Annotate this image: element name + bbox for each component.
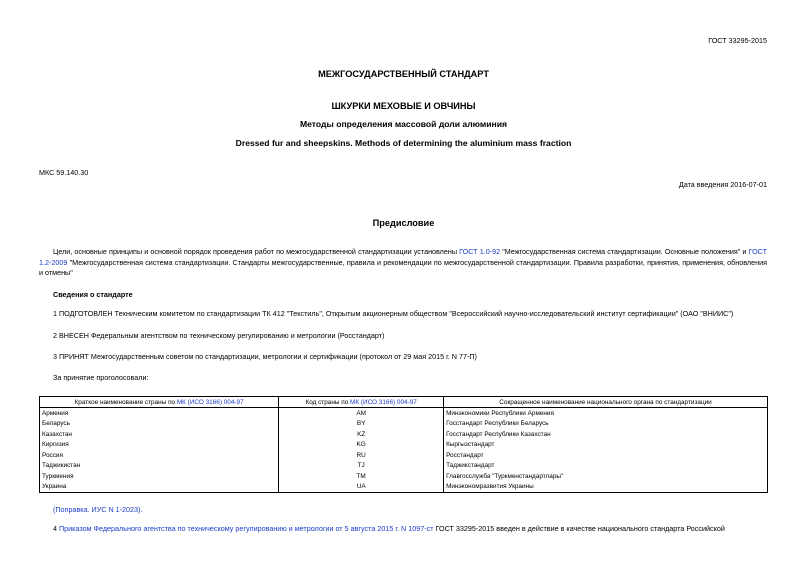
document-code: ГОСТ 33295-2015 xyxy=(708,36,767,45)
gost-1-0-92-link[interactable]: ГОСТ 1.0-92 xyxy=(459,247,501,256)
body-cell: Госстандарт Республики Беларусь xyxy=(444,419,768,430)
preface-text-2: "Межгосударственная система стандартизации. Основные положения" и xyxy=(500,247,749,256)
country-cell: Беларусь xyxy=(40,419,279,430)
mk-iso-3166-link[interactable]: МК (ИСО 3166) 004-97 xyxy=(350,398,417,406)
body-cell: Минэкономики Республики Армения xyxy=(444,408,768,419)
body-cell: Главгосслужба "Туркменстандартлары" xyxy=(444,471,768,482)
amendment-link[interactable]: (Поправка. ИУС N 1-2023). xyxy=(53,505,143,514)
body-cell: Кыргызстандарт xyxy=(444,440,768,451)
code-cell: TM xyxy=(279,471,444,482)
header-country-code: Код страны по МК (ИСО 3166) 004-97 xyxy=(279,397,444,408)
item-1-prepared: 1 ПОДГОТОВЛЕН Техническим комитетом по стандартизации ТК 412 "Текстиль", Открытым акционерным обществом "Всероссийский научно-исследовательский институт сертификации" (ОАО "ВНИИС") xyxy=(53,309,734,318)
standard-type-heading: МЕЖГОСУДАРСТВЕННЫЙ СТАНДАРТ xyxy=(318,69,489,79)
country-cell: Россия xyxy=(40,450,279,461)
item-4-order xyxy=(39,524,767,535)
country-cell: Казахстан xyxy=(40,429,279,440)
code-cell: RU xyxy=(279,450,444,461)
voting-countries-table xyxy=(39,396,768,493)
table-row xyxy=(40,482,768,493)
info-heading: Сведения о стандарте xyxy=(53,290,133,299)
table-header-row xyxy=(40,397,768,408)
introduction-date: Дата введения 2016-07-01 xyxy=(678,180,767,189)
gost-1-2-2009-link[interactable]: ГОСТ 1.2-2009 xyxy=(39,247,767,267)
code-cell: TJ xyxy=(279,461,444,472)
mks-code: МКС 59.140.30 xyxy=(39,168,89,177)
document-title: ШКУРКИ МЕХОВЫЕ И ОВЧИНЫ xyxy=(331,101,476,111)
country-cell: Армения xyxy=(40,408,279,419)
order-1097-st-link[interactable]: Приказом Федерального агентства по техническому регулированию и метрологии от 5 августа 2015 г. N 1097-ст xyxy=(59,524,434,533)
table-row xyxy=(40,450,768,461)
header-country-name: Краткое наименование страны по МК (ИСО 3166) 004-97 xyxy=(40,397,279,408)
code-cell: AM xyxy=(279,408,444,419)
table-row xyxy=(40,429,768,440)
body-cell: Таджикстандарт xyxy=(444,461,768,472)
table-row xyxy=(40,419,768,430)
item-3-adopted: 3 ПРИНЯТ Межгосударственным советом по стандартизации, метрологии и сертификации (протокол от 29 мая 2015 г. N 77-П) xyxy=(53,352,477,361)
body-cell: Росстандарт xyxy=(444,450,768,461)
document-title-english: Dressed fur and sheepskins. Methods of determining the aluminium mass fraction xyxy=(235,138,572,148)
item-4-number: 4 xyxy=(53,524,59,533)
preface-text-1: Цели, основные принципы и основной порядок проведения работ по межгосударственной стандартизации установлены xyxy=(53,247,460,256)
item-4-text: ГОСТ 33295-2015 введен в действие в качестве национального стандарта Российской xyxy=(433,524,725,533)
code-cell: UA xyxy=(279,482,444,493)
country-cell: Киргизия xyxy=(40,440,279,451)
country-cell: Туркмения xyxy=(40,471,279,482)
code-cell: BY xyxy=(279,419,444,430)
table-row xyxy=(40,440,768,451)
country-cell: Таджикистан xyxy=(40,461,279,472)
body-cell: Минэкономразвития Украины xyxy=(444,482,768,493)
table-row xyxy=(40,408,768,419)
code-cell: KG xyxy=(279,440,444,451)
amendment-note xyxy=(39,505,767,516)
mk-iso-3166-link[interactable]: МК (ИСО 3166) 004-97 xyxy=(176,398,244,406)
country-cell: Украина xyxy=(40,482,279,493)
table-row xyxy=(40,461,768,472)
preface-paragraph xyxy=(39,247,767,279)
item-2-introduced: 2 ВНЕСЕН Федеральным агентством по техническому регулированию и метрологии (Росстандарт) xyxy=(53,331,385,340)
preface-heading: Предисловие xyxy=(372,218,435,228)
body-cell: Госстандарт Республики Казахстан xyxy=(444,429,768,440)
table-row xyxy=(40,471,768,482)
voted-label: За принятие проголосовали: xyxy=(53,373,149,382)
code-cell: KZ xyxy=(279,429,444,440)
preface-text-3: "Межгосударственная система стандартизации. Стандарты межгосударственные, правила и рекомендации по межгосударственной стандартизации. Правила разработки, принятия, применения, обновления и отмены" xyxy=(39,257,767,278)
header-standards-body: Сокращенное наименование национального органа по стандартизации xyxy=(444,397,768,408)
document-subtitle: Методы определения массовой доли алюминия xyxy=(299,119,508,129)
